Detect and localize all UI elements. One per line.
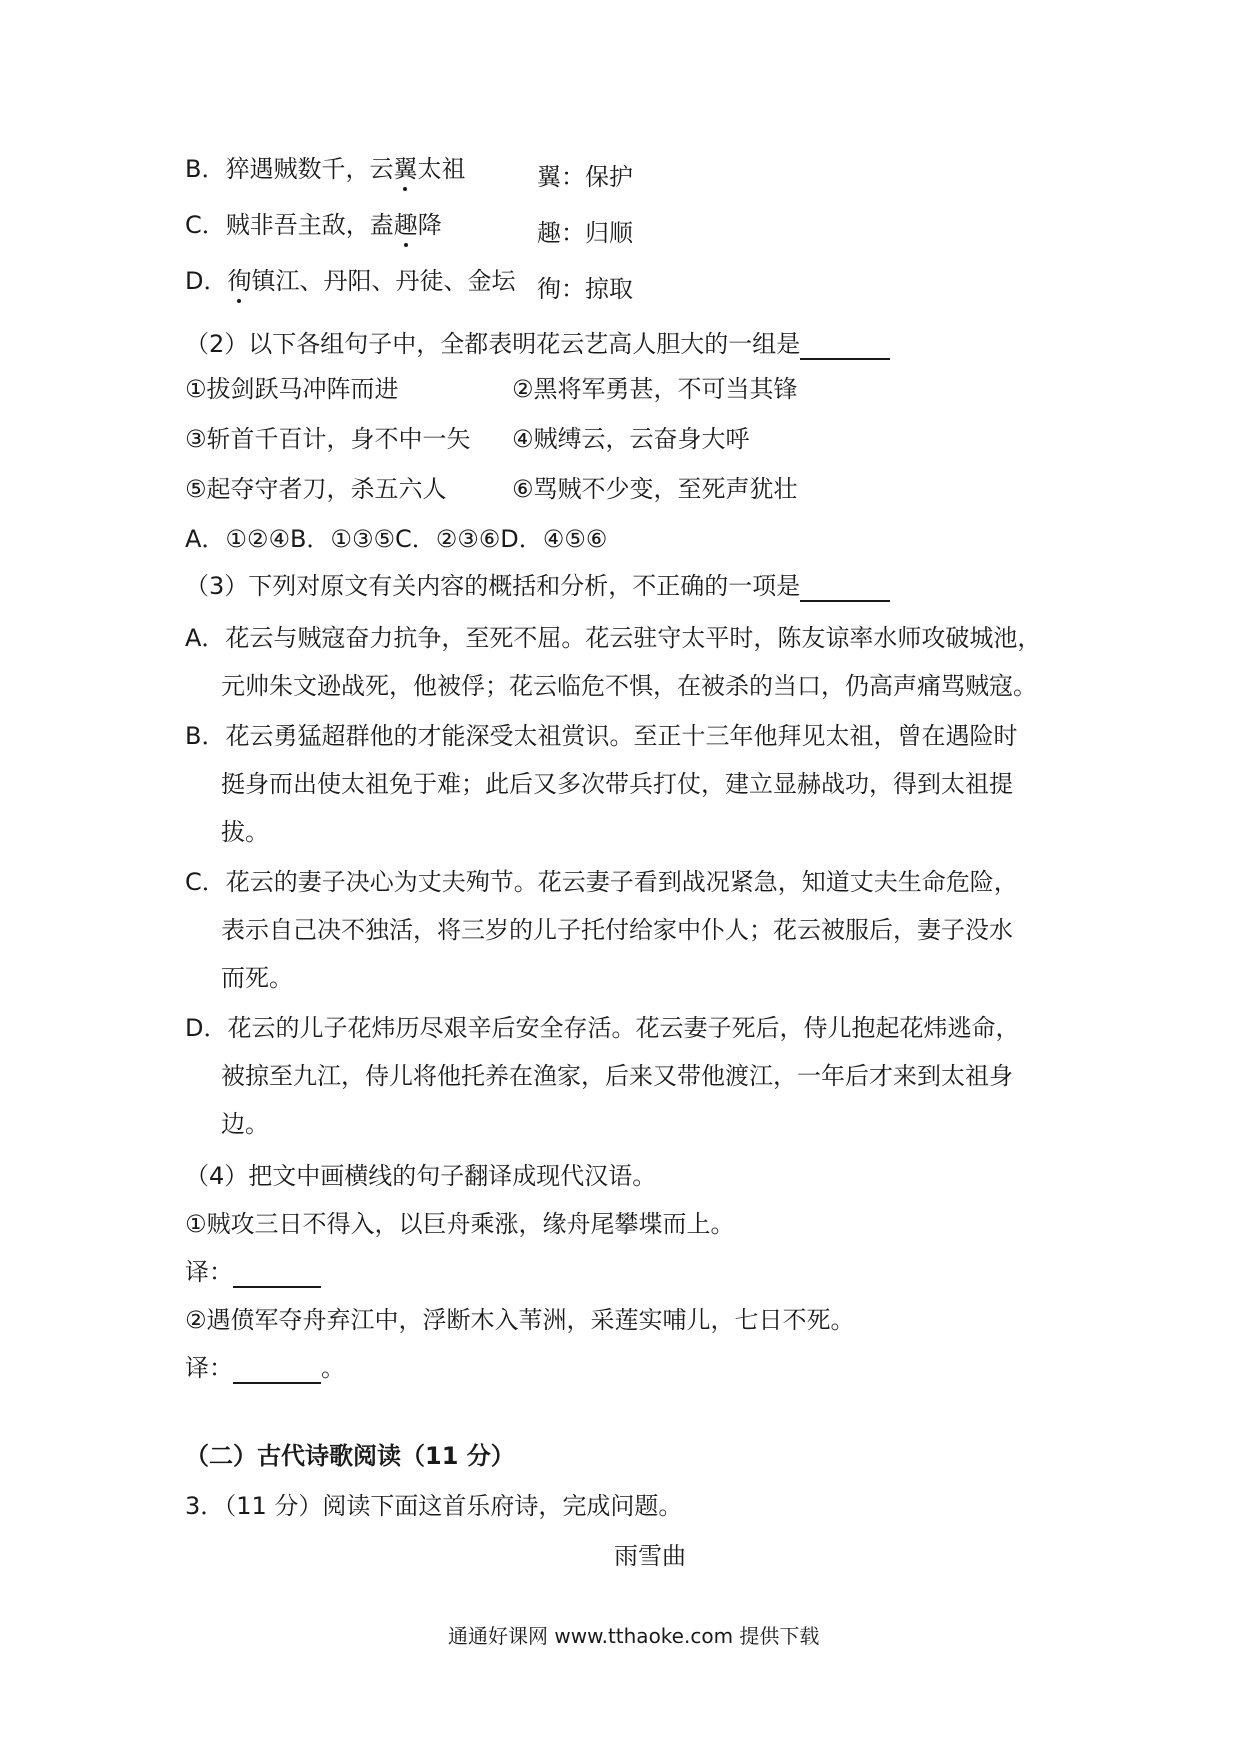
q3-option-c-line-1: C．花云的妻子决心为丈夫殉节。花云妻子看到战况紧急，知道丈夫生命危险， [185,868,1018,896]
q1-option-c [185,209,442,241]
q1-option-d-gloss: 徇：掠取 [537,275,633,303]
q3-option-b-line-1: B．花云勇猛超群他的才能深受太祖赏识。至正十三年他拜见太祖，曾在遇险时 [185,722,1018,750]
q3-option-c-line-3: 而死。 [221,964,293,992]
q3-option-d-line-1: D．花云的儿子花炜历尽艰辛后安全存活。花云妻子死后，侍儿抱起花炜逃命， [185,1014,1020,1042]
q4-translation-1 [185,1256,321,1288]
q1-option-c-gloss: 趣：归顺 [537,219,633,247]
section2-q3-stem: 3．（11 分）阅读下面这首乐府诗，完成问题。 [185,1492,683,1520]
q3-option-c-line-2: 表示自己决不独活，将三岁的儿子托付给家中仆人；花云被服后，妻子没水 [221,916,1013,944]
q4-sentence-1: ①贼攻三日不得入，以巨舟乘涨，缘舟尾攀堞而上。 [185,1210,735,1238]
q2-stem [185,328,890,360]
q4-translation-2 [185,1352,345,1384]
q3-option-d-line-3: 边。 [221,1110,269,1138]
q1-option-c-sentence: C．贼非吾主敌，盍趣降 [185,211,442,239]
q1-option-d-sentence: D．徇镇江、丹阳、丹徒、金坛 [185,267,516,295]
q2-item-6: ⑥骂贼不少变，至死声犹壮 [512,475,798,503]
q2-item-2: ②黑将军勇甚，不可当其锋 [512,375,798,403]
section2-heading: （二）古代诗歌阅读（11 分） [185,1442,515,1470]
poem-title: 雨雪曲 [614,1542,686,1570]
q3-option-a-line-1: A．花云与贼寇奋力抗争，至死不屈。花云驻守太平时，陈友谅率水师攻破城池， [185,624,1042,652]
q3-option-a-line-2: 元帅朱文逊战死，他被俘；花云临危不惧，在被杀的当口，仍高声痛骂贼寇。 [221,672,1037,700]
footer-text: 通通好课网 www.tthaoke.com 提供下载 [448,1624,820,1648]
q3-answer-blank[interactable] [800,576,890,602]
q3-option-b-line-2: 挺身而出使太祖免于难；此后又多次带兵打仗，建立显赫战功，得到太祖提 [221,770,1013,798]
q2-item-1: ①拔剑跃马冲阵而进 [185,375,399,403]
q2-answer-blank[interactable] [800,334,890,360]
q3-option-b-line-3: 拔。 [221,818,269,846]
q4-translation-label-1: 译： [185,1258,233,1286]
q1-option-b [185,153,465,185]
q2-item-5: ⑤起夺守者刀，杀五六人 [185,475,447,503]
q4-translation-blank-2[interactable] [233,1358,321,1384]
q1-option-b-sentence: B．猝遇贼数千，云翼太祖 [185,155,466,183]
q2-item-3: ③斩首千百计，身不中一矢 [185,425,471,453]
q3-stem-text: （3）下列对原文有关内容的概括和分析，不正确的一项是 [185,572,801,600]
q2-choices: A．①②④B．①③⑤C．②③⑥D．④⑤⑥ [185,525,608,553]
q3-stem [185,570,890,602]
q4-sentence-2: ②遇偾军夺舟弃江中，浮断木入苇洲，采莲实哺儿，七日不死。 [185,1306,855,1334]
q4-translation-label-2: 译： [185,1354,233,1382]
q1-option-b-gloss: 翼：保护 [537,163,633,191]
q2-item-4: ④贼缚云，云奋身大呼 [512,425,750,453]
q3-option-d-line-2: 被掠至九江，侍儿将他托养在渔家，后来又带他渡江，一年后才来到太祖身 [221,1062,1013,1090]
q1-option-d [185,265,515,297]
q4-stem: （4）把文中画横线的句子翻译成现代汉语。 [185,1162,657,1190]
q4-translation-end: 。 [321,1354,345,1382]
q2-stem-text: （2）以下各组句子中，全都表明花云艺高人胆大的一组是 [185,330,801,358]
q4-translation-blank-1[interactable] [233,1262,321,1288]
